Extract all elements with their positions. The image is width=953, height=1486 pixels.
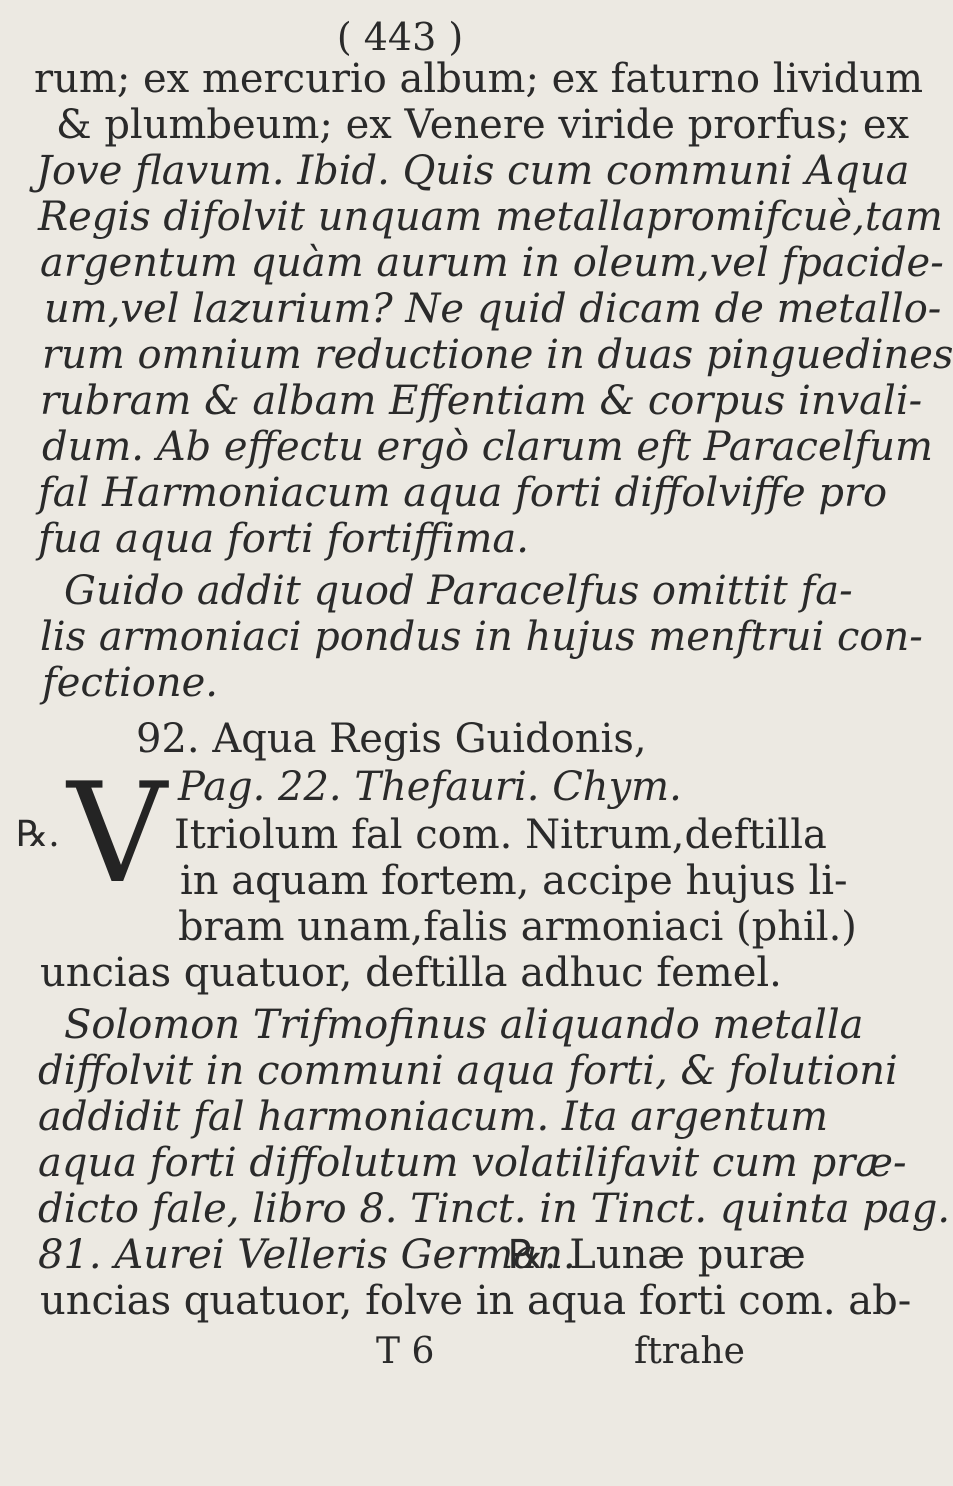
text-line: ℞. Lunæ puræ — [508, 1232, 806, 1278]
text-line: in aquam fortem, accipe hujus li- — [180, 858, 848, 904]
text-line: rum; ex mercurio album; ex faturno lividum — [34, 56, 924, 102]
text-line: Itriolum fal com. Nitrum,deftilla — [174, 812, 827, 858]
text-line: lis armoniaci pondus in hujus menftrui con- — [40, 614, 923, 660]
text-line: Jove flavum. Ibid. Quis cum communi Aqua — [36, 148, 910, 194]
recipe-symbol: ℞. — [16, 814, 60, 855]
text-line: dicto fale, libro 8. Tinct. in Tinct. quinta pag. — [38, 1186, 951, 1232]
section-subheading: Pag. 22. Thefauri. Chym. — [178, 764, 682, 810]
text-line: um,vel lazurium? Ne quid dicam de metallo- — [44, 286, 942, 332]
text-line: rum omnium reductione in duas pinguedines — [42, 332, 953, 378]
signature-mark: T 6 — [376, 1331, 435, 1372]
drop-cap-letter: V — [67, 753, 167, 914]
text-line: addidit fal harmoniacum. Ita argentum — [38, 1094, 829, 1140]
catchword: ftrahe — [634, 1331, 745, 1372]
text-line: bram unam,falis armoniaci (phil.) — [178, 904, 857, 950]
text-line: argentum quàm aurum in oleum,vel fpacide- — [40, 240, 944, 286]
text-line: 81. Aurei Velleris German. — [38, 1232, 576, 1278]
text-line: fua aqua forti fortiffima. — [38, 516, 529, 562]
section-heading: 92. Aqua Regis Guidonis, — [136, 716, 647, 762]
text-line: uncias quatuor, deftilla adhuc femel. — [40, 950, 782, 996]
text-line: & plumbeum; ex Venere viride prorfus; ex — [56, 102, 910, 148]
text-line: uncias quatuor, folve in aqua forti com. ab- — [40, 1278, 912, 1324]
text-line: aqua forti diffolutum volatilifavit cum præ- — [38, 1140, 907, 1186]
text-line: Solomon Trifmofinus aliquando metalla — [64, 1002, 864, 1048]
text-line: diffolvit in communi aqua forti, & folutioni — [38, 1048, 898, 1094]
text-line: Guido addit quod Paracelfus omittit fa- — [64, 568, 853, 614]
text-line: dum. Ab effectu ergò clarum eft Paracelfum — [42, 424, 933, 470]
text-line: rubram & albam Effentiam & corpus invali- — [40, 378, 923, 424]
page-number: ( 443 ) — [336, 15, 464, 59]
text-line: Regis difolvit unquam metallapromifcuè,tam — [38, 194, 943, 240]
text-line: fal Harmoniacum aqua forti diffolviffe pro — [38, 470, 888, 516]
text-line: fectione. — [42, 660, 218, 706]
